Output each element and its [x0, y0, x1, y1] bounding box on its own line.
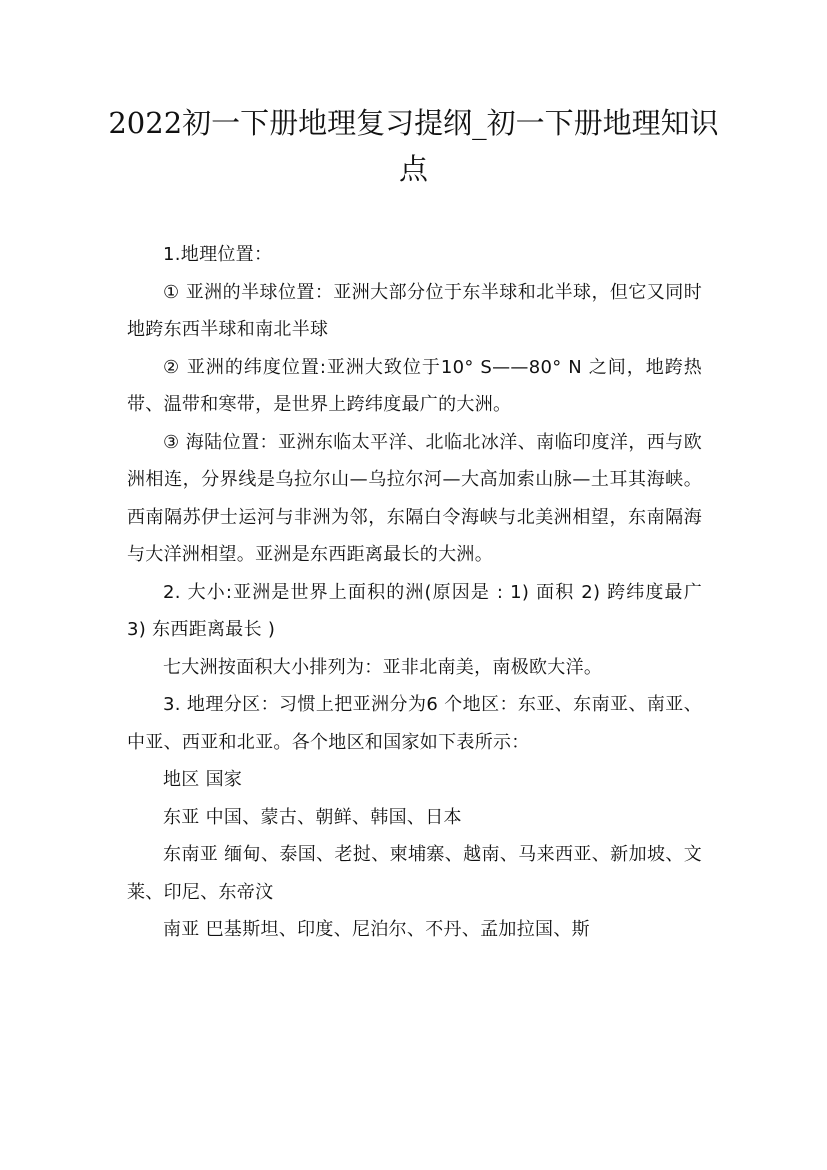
document-title: 2022初一下册地理复习提纲_初一下册地理知识点 [108, 106, 719, 186]
table-header-row: 地区 国家 [163, 769, 243, 790]
document-body [127, 236, 702, 949]
row-south-asia: 南亚 巴基斯坦、印度、尼泊尔、不丹、孟加拉国、斯 [163, 919, 590, 940]
row-southeast-asia: 东南亚 缅甸、泰国、老挝、柬埔寨、越南、马来西亚、新加坡、文莱、印尼、东帝汶 [127, 844, 702, 903]
paragraph-location-heading: 1.地理位置： [163, 244, 273, 265]
row-east-asia: 东亚 中国、蒙古、朝鲜、韩国、日本 [163, 806, 462, 828]
paragraph-size: 2. 大小:亚洲是世界上面积的洲(原因是 : 1) 面积 2) 跨纬度最广 3) 东西距离最长 ) [127, 581, 702, 640]
paragraph-sea-land: ③ 海陆位置：亚洲东临太平洋、北临北冰洋、南临印度洋，西与欧洲相连，分界线是乌拉尔山—乌拉尔河—大高加索山脉—土耳其海峡。西南隔苏伊士运河与非洲为邻，东隔白令海峡与北美洲相望，东南隔海与大洋洲相望。亚洲是东西距离最长的大洲。 [127, 431, 702, 565]
paragraph-continents-order: 七大洲按面积大小排列为：亚非北南美，南极欧大洋。 [163, 656, 603, 678]
paragraph-regions: 3. 地理分区：习惯上把亚洲分为6 个地区：东亚、东南亚、南亚、中亚、西亚和北亚。各个地区和国家如下表所示： [127, 694, 702, 753]
paragraph-latitude: ② 亚洲的纬度位置:亚洲大致位于10° S——80° N 之间，地跨热带、温带和寒带，是世界上跨纬度最广的大洲。 [127, 356, 702, 415]
paragraph-hemisphere: ① 亚洲的半球位置：亚洲大部分位于东半球和北半球，但它又同时地跨东西半球和南北半球 [127, 281, 702, 340]
